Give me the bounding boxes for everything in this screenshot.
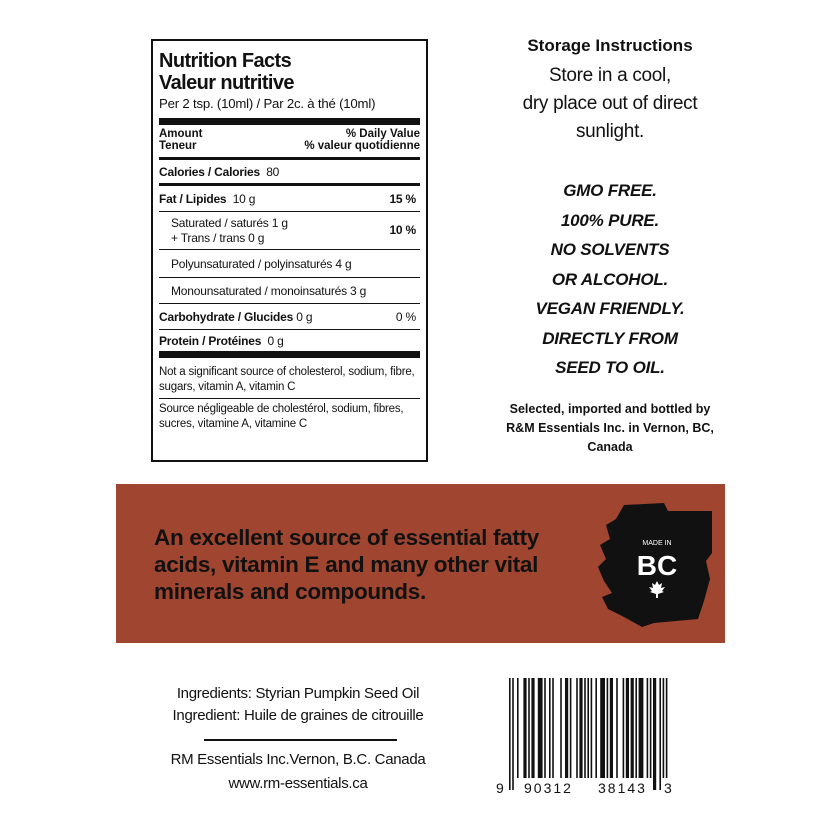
storage-title: Storage Instructions xyxy=(527,36,693,55)
barcode-bar xyxy=(565,678,568,778)
barcode xyxy=(495,678,678,798)
barcode-bar xyxy=(666,678,668,778)
saturated-label: Saturated / saturés 1 g xyxy=(171,215,288,230)
daily-value-label-fr: % valeur quotidienne xyxy=(304,140,420,152)
barcode-digit-last: 3 xyxy=(664,780,674,796)
company-website: www.rm-essentials.ca xyxy=(228,775,368,792)
daily-value-label-en: % Daily Value xyxy=(345,128,420,140)
thick-divider xyxy=(159,118,420,125)
barcode-bar xyxy=(531,678,534,778)
ingredients-fr: Ingredient: Huile de graines de citrouille xyxy=(172,707,424,724)
carb-pct: 0 % xyxy=(395,309,416,324)
mono-label: Monounsaturated / monoinsaturés 3 g xyxy=(171,283,367,298)
barcode-bar xyxy=(576,678,578,778)
claim-seed-to-oil: SEED TO OIL. xyxy=(555,358,665,377)
barcode-bar xyxy=(623,678,625,778)
barcode-bar xyxy=(616,678,618,778)
claim-direct: DIRECTLY FROM xyxy=(542,328,678,348)
divider-line xyxy=(204,739,397,741)
barcode-bar xyxy=(647,678,649,778)
carb-value: 0 g xyxy=(296,309,313,324)
barcode-bar xyxy=(560,678,562,778)
barcode-bar xyxy=(528,678,530,778)
barcode-bar xyxy=(600,678,605,778)
fat-label: Fat / Lipides xyxy=(159,191,227,206)
amount-label-fr: Teneur xyxy=(159,140,197,152)
storage-line: sunlight. xyxy=(575,121,645,142)
barcode-bar xyxy=(570,678,572,778)
serving-size: Per 2 tsp. (10ml) / Par 2c. à thé (10ml) xyxy=(159,96,376,111)
nutrition-header xyxy=(159,128,420,152)
barcode-bar xyxy=(659,678,661,790)
barcode-digits-right: 38143 xyxy=(598,780,647,796)
made-in-bc-logo xyxy=(594,501,714,629)
fat-row xyxy=(159,186,420,212)
bottler-line: Selected, imported and bottled by xyxy=(509,402,711,416)
fat-pct: 15 % xyxy=(389,191,416,206)
saturated-trans-row xyxy=(159,212,420,250)
claim-vegan: VEGAN FRIENDLY. xyxy=(535,299,685,318)
claim-pure: 100% PURE. xyxy=(560,210,660,230)
product-claims xyxy=(440,176,780,383)
amount-label-en: Amount xyxy=(159,128,203,140)
sat-trans-pct: 10 % xyxy=(389,223,416,237)
poly-label: Polyunsaturated / polyinsaturés 4 g xyxy=(171,256,352,271)
storage-instructions xyxy=(440,62,780,146)
company-info xyxy=(148,748,448,796)
company-name: RM Essentials Inc.Vernon, B.C. Canada xyxy=(170,751,426,768)
claim-no-alcohol: OR ALCOHOL. xyxy=(551,269,669,289)
calories-label: Calories / Calories xyxy=(159,164,260,179)
bottler-line: R&M Essentials Inc. in Vernon, BC, xyxy=(506,421,714,435)
calories-row xyxy=(159,160,420,186)
barcode-bar xyxy=(607,678,609,778)
nutrition-title-fr: Valeur nutritive xyxy=(159,72,294,94)
fat-value: 10 g xyxy=(232,191,256,206)
ingredients xyxy=(148,683,448,727)
barcode-bar xyxy=(584,678,586,778)
barcode-bar xyxy=(639,678,644,778)
barcode-digit-first: 9 xyxy=(496,780,506,796)
bc-badge-big: BC xyxy=(636,550,678,581)
protein-row xyxy=(159,330,420,358)
note-fr: Source négligeable de cholestérol, sodium, fibres, sucres, vitamine A, vitamine C xyxy=(159,403,404,430)
mono-row xyxy=(159,278,420,304)
barcode-bar xyxy=(549,678,551,778)
calories-value: 80 xyxy=(266,164,280,179)
protein-value: 0 g xyxy=(267,333,284,348)
barcode-bar xyxy=(523,678,526,778)
benefit-banner xyxy=(116,484,725,643)
nutrition-facts-table xyxy=(151,39,428,462)
bottler-info xyxy=(440,400,780,457)
barcode-bar xyxy=(509,678,511,790)
barcode-bar xyxy=(544,678,546,778)
barcode-bar xyxy=(635,678,637,778)
claim-gmo-free: GMO FREE. xyxy=(563,181,657,200)
barcode-digits-left: 90312 xyxy=(524,780,573,796)
nutrition-title-en: Nutrition Facts xyxy=(159,50,292,72)
claim-no-solvents: NO SOLVENTS xyxy=(550,240,670,259)
barcode-bar xyxy=(595,678,597,778)
barcode-bar xyxy=(631,678,634,778)
barcode-bar xyxy=(538,678,543,778)
barcode-bar xyxy=(610,678,613,778)
bc-badge-small: MADE IN xyxy=(642,540,672,547)
barcode-bar xyxy=(653,678,656,790)
storage-line: dry place out of direct xyxy=(522,93,698,114)
carb-label: Carbohydrate / Glucides xyxy=(159,309,294,324)
barcode-bar xyxy=(650,678,652,778)
poly-row xyxy=(159,250,420,278)
note-en: Not a significant source of cholesterol, sodium, fibre, sugars, vitamin A, vitamin C xyxy=(159,358,420,399)
barcode-bar xyxy=(591,678,593,778)
storage-line: Store in a cool, xyxy=(549,65,671,86)
trans-label: + Trans / trans 0 g xyxy=(171,230,265,245)
ingredients-en: Ingredients: Styrian Pumpkin Seed Oil xyxy=(176,685,420,702)
banner-line: acids, vitamin E and many other vital xyxy=(154,552,539,577)
banner-line: An excellent source of essential fatty xyxy=(154,525,539,550)
barcode-bar xyxy=(579,678,582,778)
carb-row xyxy=(159,304,420,330)
barcode-bar xyxy=(517,678,519,778)
barcode-bar xyxy=(626,678,629,778)
bottler-line: Canada xyxy=(587,440,633,454)
barcode-bar xyxy=(587,678,589,778)
barcode-bar xyxy=(552,678,554,778)
banner-text xyxy=(154,524,624,605)
protein-label: Protein / Protéines xyxy=(159,333,262,348)
banner-line: minerals and compounds. xyxy=(154,579,426,604)
barcode-bar xyxy=(512,678,514,790)
barcode-bar xyxy=(663,678,665,778)
